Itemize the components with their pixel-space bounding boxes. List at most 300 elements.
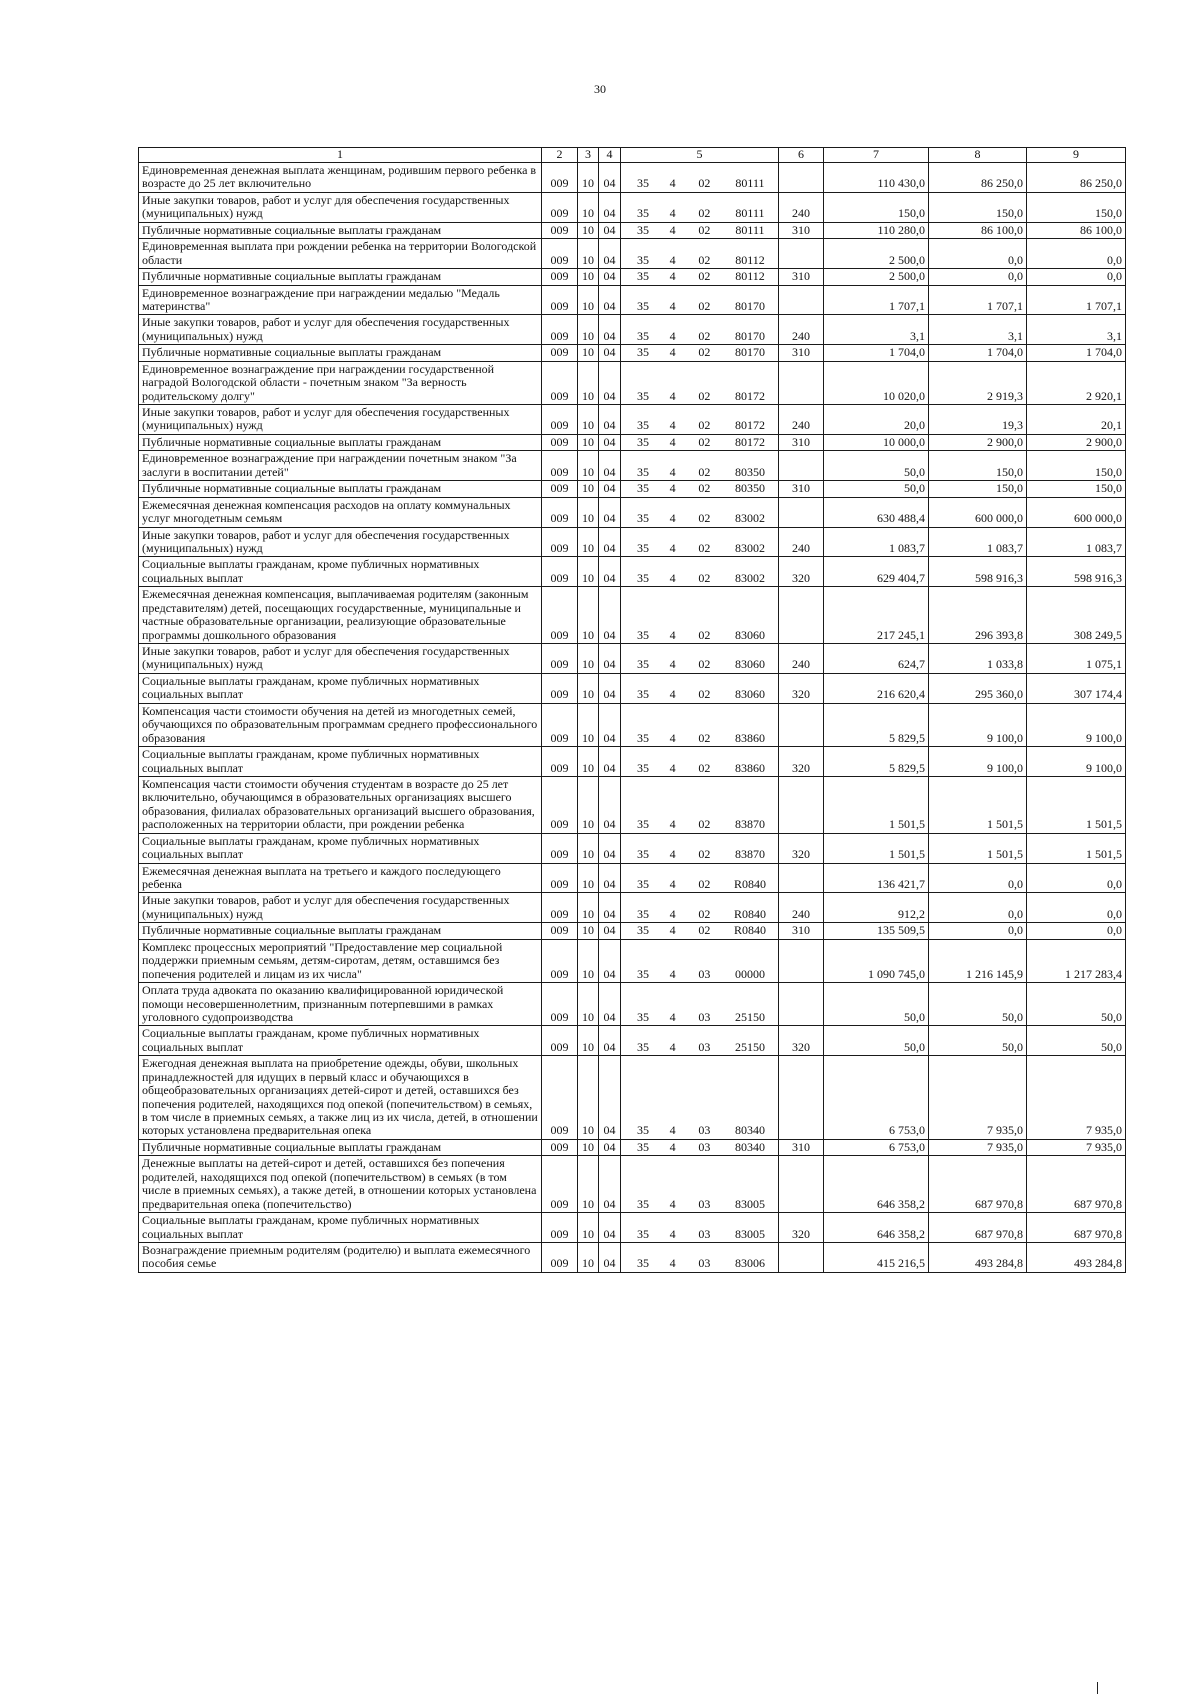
direction-code: 80340 <box>734 1139 765 1154</box>
subsection-code: 04 <box>599 644 621 674</box>
admin-code: 009 <box>542 833 578 863</box>
subsection-code: 04 <box>599 345 621 361</box>
amount-col9: 1 501,5 <box>1027 776 1126 833</box>
amount-col8: 9 100,0 <box>929 703 1027 746</box>
subsection-code: 04 <box>599 1139 621 1155</box>
subsection-code: 04 <box>599 776 621 833</box>
amount-col9: 50,0 <box>1027 983 1126 1026</box>
expense-type-code: 310 <box>779 1139 824 1155</box>
admin-code: 009 <box>542 1242 578 1272</box>
expense-name: Вознаграждение приемным родителям (родителю) и выплата ежемесячного пособия семье <box>139 1242 542 1272</box>
section-code: 10 <box>578 497 599 527</box>
admin-code: 009 <box>542 557 578 587</box>
column-header: 6 <box>779 148 824 163</box>
amount-col7: 912,2 <box>824 893 929 923</box>
target-article-code <box>621 527 779 557</box>
table-row <box>139 222 1126 238</box>
subsection-code: 04 <box>599 315 621 345</box>
amount-col8: 50,0 <box>929 1026 1027 1056</box>
admin-code: 009 <box>542 863 578 893</box>
amount-col8: 493 284,8 <box>929 1242 1027 1272</box>
complex-code: 02 <box>698 269 711 284</box>
amount-col9: 1 707,1 <box>1027 285 1126 315</box>
table-row <box>139 451 1126 481</box>
program-code: 35 <box>637 1256 649 1271</box>
expense-name: Публичные нормативные социальные выплаты гражданам <box>139 222 542 238</box>
edge-mark <box>1097 1682 1098 1694</box>
target-article-code <box>621 776 779 833</box>
admin-code: 009 <box>542 497 578 527</box>
table-row <box>139 405 1126 435</box>
expense-name: Социальные выплаты гражданам, кроме публичных нормативных социальных выплат <box>139 747 542 777</box>
direction-code: 80111 <box>735 222 765 237</box>
expense-name: Единовременная денежная выплата женщинам, родившим первого ребенка в возрасте до 25 лет включительно <box>139 163 542 193</box>
amount-col8: 687 970,8 <box>929 1213 1027 1243</box>
expense-type-code <box>779 776 824 833</box>
direction-code: 83002 <box>734 540 765 555</box>
amount-col7: 630 488,4 <box>824 497 929 527</box>
amount-col7: 217 245,1 <box>824 587 929 644</box>
target-article-code <box>621 239 779 269</box>
expense-type-code <box>779 285 824 315</box>
target-article-code <box>621 983 779 1026</box>
column-header: 7 <box>824 148 929 163</box>
admin-code: 009 <box>542 747 578 777</box>
admin-code: 009 <box>542 893 578 923</box>
expense-type-code <box>779 587 824 644</box>
expense-name: Ежемесячная денежная компенсация, выплачиваемая родителям (законным представителям) детей, посещающих государственные, муниципальные и частные образовательные организации, реализующие образовательные программы дошкольного образования <box>139 587 542 644</box>
amount-col9: 0,0 <box>1027 923 1126 939</box>
expense-name: Единовременная выплата при рождении ребенка на территории Вологодской области <box>139 239 542 269</box>
amount-col9: 598 916,3 <box>1027 557 1126 587</box>
admin-code: 009 <box>542 1056 578 1140</box>
program-type-code: 4 <box>669 1196 676 1211</box>
complex-code: 02 <box>698 906 711 921</box>
expense-name: Публичные нормативные социальные выплаты гражданам <box>139 923 542 939</box>
section-code: 10 <box>578 587 599 644</box>
amount-col7: 10 000,0 <box>824 434 929 450</box>
target-article-code <box>621 361 779 404</box>
subsection-code: 04 <box>599 1026 621 1056</box>
admin-code: 009 <box>542 222 578 238</box>
admin-code: 009 <box>542 192 578 222</box>
subsection-code: 04 <box>599 285 621 315</box>
direction-code: 25150 <box>734 1009 765 1024</box>
program-code: 35 <box>637 570 649 585</box>
expense-type-code <box>779 1156 824 1213</box>
admin-code: 009 <box>542 434 578 450</box>
expense-type-code <box>779 1056 824 1140</box>
expense-type-code: 320 <box>779 1213 824 1243</box>
expense-name: Иные закупки товаров, работ и услуг для обеспечения государственных (муниципальных) нужд <box>139 315 542 345</box>
amount-col8: 0,0 <box>929 269 1027 285</box>
program-type-code: 4 <box>669 511 676 526</box>
program-code: 35 <box>637 687 649 702</box>
amount-col7: 135 509,5 <box>824 923 929 939</box>
program-code: 35 <box>637 464 649 479</box>
admin-code: 009 <box>542 703 578 746</box>
expense-name: Компенсация части стоимости обучения на детей из многодетных семей, обучающихся по образовательным программам среднего профессионального образования <box>139 703 542 746</box>
direction-code: 80172 <box>734 418 765 433</box>
complex-code: 03 <box>698 1123 711 1138</box>
amount-col7: 6 753,0 <box>824 1056 929 1140</box>
direction-code: 25150 <box>734 1039 765 1054</box>
amount-col9: 493 284,8 <box>1027 1242 1126 1272</box>
amount-col8: 1 501,5 <box>929 776 1027 833</box>
expense-type-code <box>779 703 824 746</box>
table-row <box>139 163 1126 193</box>
section-code: 10 <box>578 673 599 703</box>
program-code: 35 <box>637 298 649 313</box>
amount-col9: 2 920,1 <box>1027 361 1126 404</box>
section-code: 10 <box>578 1056 599 1140</box>
direction-code: 80350 <box>734 464 765 479</box>
amount-col8: 2 900,0 <box>929 434 1027 450</box>
amount-col7: 1 501,5 <box>824 776 929 833</box>
program-type-code: 4 <box>669 345 676 360</box>
expense-name: Единовременное вознаграждение при награждении государственной наградой Вологодской области - почетным знаком "За верность родительскому долгу" <box>139 361 542 404</box>
program-code: 35 <box>637 418 649 433</box>
direction-code: 80340 <box>734 1123 765 1138</box>
section-code: 10 <box>578 285 599 315</box>
expense-name: Публичные нормативные социальные выплаты гражданам <box>139 269 542 285</box>
program-code: 35 <box>637 1226 649 1241</box>
complex-code: 02 <box>698 206 711 221</box>
subsection-code: 04 <box>599 587 621 644</box>
amount-col9: 9 100,0 <box>1027 703 1126 746</box>
table-row <box>139 673 1126 703</box>
expense-type-code <box>779 939 824 982</box>
target-article-code <box>621 923 779 939</box>
expense-type-code: 240 <box>779 644 824 674</box>
amount-col8: 1 501,5 <box>929 833 1027 863</box>
amount-col9: 86 100,0 <box>1027 222 1126 238</box>
program-code: 35 <box>637 760 649 775</box>
table-row <box>139 863 1126 893</box>
expense-type-code: 310 <box>779 269 824 285</box>
section-code: 10 <box>578 747 599 777</box>
program-code: 35 <box>637 877 649 891</box>
subsection-code: 04 <box>599 983 621 1026</box>
amount-col8: 0,0 <box>929 863 1027 893</box>
expense-name: Социальные выплаты гражданам, кроме публичных нормативных социальных выплат <box>139 833 542 863</box>
direction-code: 80111 <box>735 206 765 221</box>
amount-col9: 150,0 <box>1027 451 1126 481</box>
section-code: 10 <box>578 939 599 982</box>
target-article-code <box>621 285 779 315</box>
section-code: 10 <box>578 527 599 557</box>
column-header: 5 <box>621 148 779 163</box>
table-row <box>139 315 1126 345</box>
expense-name: Иные закупки товаров, работ и услуг для обеспечения государственных (муниципальных) нужд <box>139 405 542 435</box>
program-type-code: 4 <box>669 877 676 891</box>
amount-col9: 600 000,0 <box>1027 497 1126 527</box>
table-row <box>139 361 1126 404</box>
complex-code: 02 <box>698 847 711 862</box>
program-code: 35 <box>637 511 649 526</box>
amount-col7: 1 707,1 <box>824 285 929 315</box>
amount-col9: 0,0 <box>1027 893 1126 923</box>
admin-code: 009 <box>542 983 578 1026</box>
table-row <box>139 644 1126 674</box>
expense-type-code: 240 <box>779 893 824 923</box>
complex-code: 02 <box>698 730 711 745</box>
direction-code: 83060 <box>734 627 765 642</box>
subsection-code: 04 <box>599 1056 621 1140</box>
direction-code: R0840 <box>733 877 766 891</box>
target-article-code <box>621 451 779 481</box>
program-code: 35 <box>637 817 649 832</box>
table-row <box>139 587 1126 644</box>
section-code: 10 <box>578 776 599 833</box>
target-article-code <box>621 497 779 527</box>
amount-col7: 216 620,4 <box>824 673 929 703</box>
section-code: 10 <box>578 434 599 450</box>
amount-col7: 50,0 <box>824 983 929 1026</box>
expense-type-code: 240 <box>779 315 824 345</box>
amount-col7: 629 404,7 <box>824 557 929 587</box>
admin-code: 009 <box>542 527 578 557</box>
column-header: 2 <box>542 148 578 163</box>
program-code: 35 <box>637 906 649 921</box>
amount-col7: 1 083,7 <box>824 527 929 557</box>
program-type-code: 4 <box>669 966 676 981</box>
admin-code: 009 <box>542 673 578 703</box>
program-type-code: 4 <box>669 1039 676 1054</box>
table-row <box>139 557 1126 587</box>
section-code: 10 <box>578 361 599 404</box>
complex-code: 02 <box>698 388 711 403</box>
expense-type-code <box>779 239 824 269</box>
complex-code: 02 <box>698 481 711 496</box>
expense-type-code: 320 <box>779 557 824 587</box>
amount-col9: 20,1 <box>1027 405 1126 435</box>
program-type-code: 4 <box>669 328 676 343</box>
table-row <box>139 893 1126 923</box>
amount-col8: 0,0 <box>929 239 1027 269</box>
amount-col8: 1 083,7 <box>929 527 1027 557</box>
section-code: 10 <box>578 644 599 674</box>
subsection-code: 04 <box>599 747 621 777</box>
expense-type-code: 310 <box>779 481 824 497</box>
amount-col9: 7 935,0 <box>1027 1139 1126 1155</box>
column-header: 1 <box>139 148 542 163</box>
amount-col9: 1 501,5 <box>1027 833 1126 863</box>
direction-code: R0840 <box>733 923 766 938</box>
subsection-code: 04 <box>599 481 621 497</box>
expense-name: Иные закупки товаров, работ и услуг для обеспечения государственных (муниципальных) нужд <box>139 192 542 222</box>
amount-col8: 7 935,0 <box>929 1056 1027 1140</box>
admin-code: 009 <box>542 776 578 833</box>
complex-code: 02 <box>698 657 711 672</box>
complex-code: 02 <box>698 687 711 702</box>
amount-col9: 687 970,8 <box>1027 1213 1126 1243</box>
amount-col8: 86 250,0 <box>929 163 1027 193</box>
section-code: 10 <box>578 192 599 222</box>
complex-code: 02 <box>698 434 711 449</box>
section-code: 10 <box>578 315 599 345</box>
section-code: 10 <box>578 481 599 497</box>
program-code: 35 <box>637 328 649 343</box>
direction-code: 80112 <box>735 269 765 284</box>
program-code: 35 <box>637 206 649 221</box>
expense-type-code: 240 <box>779 527 824 557</box>
subsection-code: 04 <box>599 192 621 222</box>
program-code: 35 <box>637 1123 649 1138</box>
subsection-code: 04 <box>599 673 621 703</box>
amount-col8: 1 033,8 <box>929 644 1027 674</box>
direction-code: 83005 <box>734 1226 765 1241</box>
target-article-code <box>621 192 779 222</box>
amount-col7: 1 501,5 <box>824 833 929 863</box>
complex-code: 02 <box>698 328 711 343</box>
subsection-code: 04 <box>599 557 621 587</box>
page-number: 30 <box>594 82 606 96</box>
target-article-code <box>621 644 779 674</box>
program-code: 35 <box>637 627 649 642</box>
admin-code: 009 <box>542 1026 578 1056</box>
target-article-code <box>621 587 779 644</box>
expense-name: Иные закупки товаров, работ и услуг для обеспечения государственных (муниципальных) нужд <box>139 527 542 557</box>
admin-code: 009 <box>542 239 578 269</box>
amount-col9: 1 075,1 <box>1027 644 1126 674</box>
expense-name: Иные закупки товаров, работ и услуг для обеспечения государственных (муниципальных) нужд <box>139 644 542 674</box>
program-type-code: 4 <box>669 627 676 642</box>
expense-type-code: 320 <box>779 747 824 777</box>
expense-type-code: 310 <box>779 222 824 238</box>
expense-type-code <box>779 163 824 193</box>
amount-col7: 110 430,0 <box>824 163 929 193</box>
direction-code: 83005 <box>734 1196 765 1211</box>
complex-code: 02 <box>698 540 711 555</box>
amount-col7: 646 358,2 <box>824 1156 929 1213</box>
expense-name: Иные закупки товаров, работ и услуг для обеспечения государственных (муниципальных) нужд <box>139 893 542 923</box>
amount-col8: 0,0 <box>929 893 1027 923</box>
program-type-code: 4 <box>669 847 676 862</box>
program-code: 35 <box>637 434 649 449</box>
admin-code: 009 <box>542 1139 578 1155</box>
admin-code: 009 <box>542 644 578 674</box>
complex-code: 03 <box>698 966 711 981</box>
direction-code: 83060 <box>734 657 765 672</box>
table-header-row <box>139 148 1126 163</box>
program-type-code: 4 <box>669 906 676 921</box>
column-header: 3 <box>578 148 599 163</box>
amount-col7: 1 704,0 <box>824 345 929 361</box>
admin-code: 009 <box>542 1213 578 1243</box>
expense-type-code: 240 <box>779 405 824 435</box>
subsection-code: 04 <box>599 893 621 923</box>
amount-col9: 1 217 283,4 <box>1027 939 1126 982</box>
program-code: 35 <box>637 345 649 360</box>
amount-col8: 150,0 <box>929 192 1027 222</box>
column-header: 4 <box>599 148 621 163</box>
target-article-code <box>621 747 779 777</box>
program-code: 35 <box>637 730 649 745</box>
section-code: 10 <box>578 1139 599 1155</box>
program-type-code: 4 <box>669 298 676 313</box>
program-code: 35 <box>637 540 649 555</box>
complex-code: 02 <box>698 570 711 585</box>
complex-code: 02 <box>698 298 711 313</box>
section-code: 10 <box>578 557 599 587</box>
amount-col7: 624,7 <box>824 644 929 674</box>
direction-code: 80112 <box>735 252 765 267</box>
target-article-code <box>621 163 779 193</box>
section-code: 10 <box>578 405 599 435</box>
amount-col9: 150,0 <box>1027 481 1126 497</box>
table-row <box>139 1026 1126 1056</box>
complex-code: 02 <box>698 923 711 938</box>
complex-code: 03 <box>698 1009 711 1024</box>
target-article-code <box>621 434 779 450</box>
target-article-code <box>621 673 779 703</box>
direction-code: 83002 <box>734 511 765 526</box>
section-code: 10 <box>578 923 599 939</box>
table-row <box>139 983 1126 1026</box>
amount-col8: 1 216 145,9 <box>929 939 1027 982</box>
table-row <box>139 345 1126 361</box>
amount-col7: 3,1 <box>824 315 929 345</box>
amount-col9: 3,1 <box>1027 315 1126 345</box>
expense-type-code: 310 <box>779 434 824 450</box>
subsection-code: 04 <box>599 863 621 893</box>
table-row <box>139 192 1126 222</box>
amount-col7: 646 358,2 <box>824 1213 929 1243</box>
target-article-code <box>621 703 779 746</box>
subsection-code: 04 <box>599 405 621 435</box>
direction-code: 83860 <box>734 760 765 775</box>
target-article-code <box>621 1056 779 1140</box>
budget-table <box>138 147 1126 1273</box>
expense-type-code <box>779 863 824 893</box>
program-type-code: 4 <box>669 222 676 237</box>
section-code: 10 <box>578 1026 599 1056</box>
program-code: 35 <box>637 252 649 267</box>
subsection-code: 04 <box>599 923 621 939</box>
expense-name: Социальные выплаты гражданам, кроме публичных нормативных социальных выплат <box>139 557 542 587</box>
direction-code: 80111 <box>735 176 765 191</box>
subsection-code: 04 <box>599 222 621 238</box>
expense-name: Единовременное вознаграждение при награждении почетным знаком "За заслуги в воспитании детей" <box>139 451 542 481</box>
amount-col9: 7 935,0 <box>1027 1056 1126 1140</box>
program-type-code: 4 <box>669 1256 676 1271</box>
amount-col9: 0,0 <box>1027 239 1126 269</box>
amount-col8: 150,0 <box>929 481 1027 497</box>
admin-code: 009 <box>542 1156 578 1213</box>
section-code: 10 <box>578 1156 599 1213</box>
amount-col9: 86 250,0 <box>1027 163 1126 193</box>
section-code: 10 <box>578 893 599 923</box>
admin-code: 009 <box>542 939 578 982</box>
section-code: 10 <box>578 222 599 238</box>
expense-name: Публичные нормативные социальные выплаты гражданам <box>139 1139 542 1155</box>
direction-code: 83060 <box>734 687 765 702</box>
table-row <box>139 1156 1126 1213</box>
program-type-code: 4 <box>669 252 676 267</box>
target-article-code <box>621 1156 779 1213</box>
expense-name: Оплата труда адвоката по оказанию квалифицированной юридической помощи несовершеннолетним, признанным потерпевшими в рамках уголовного судопроизводства <box>139 983 542 1026</box>
program-type-code: 4 <box>669 657 676 672</box>
program-type-code: 4 <box>669 1123 676 1138</box>
expense-type-code: 240 <box>779 192 824 222</box>
amount-col9: 9 100,0 <box>1027 747 1126 777</box>
expense-name: Ежемесячная денежная выплата на третьего и каждого последующего ребенка <box>139 863 542 893</box>
expense-name: Ежегодная денежная выплата на приобретение одежды, обуви, школьных принадлежностей для идущих в первый класс и обучающихся в общеобразовательных организациях детей-сирот и детей, оставшихся без попечения родителей, находящихся под опекой (попечительством) в семьях, в том числе в приемных семьях, а также лиц из их числа, детей, в отношении которых установлена предварительная опека <box>139 1056 542 1140</box>
amount-col7: 415 216,5 <box>824 1242 929 1272</box>
expense-type-code <box>779 451 824 481</box>
table-row <box>139 1056 1126 1140</box>
